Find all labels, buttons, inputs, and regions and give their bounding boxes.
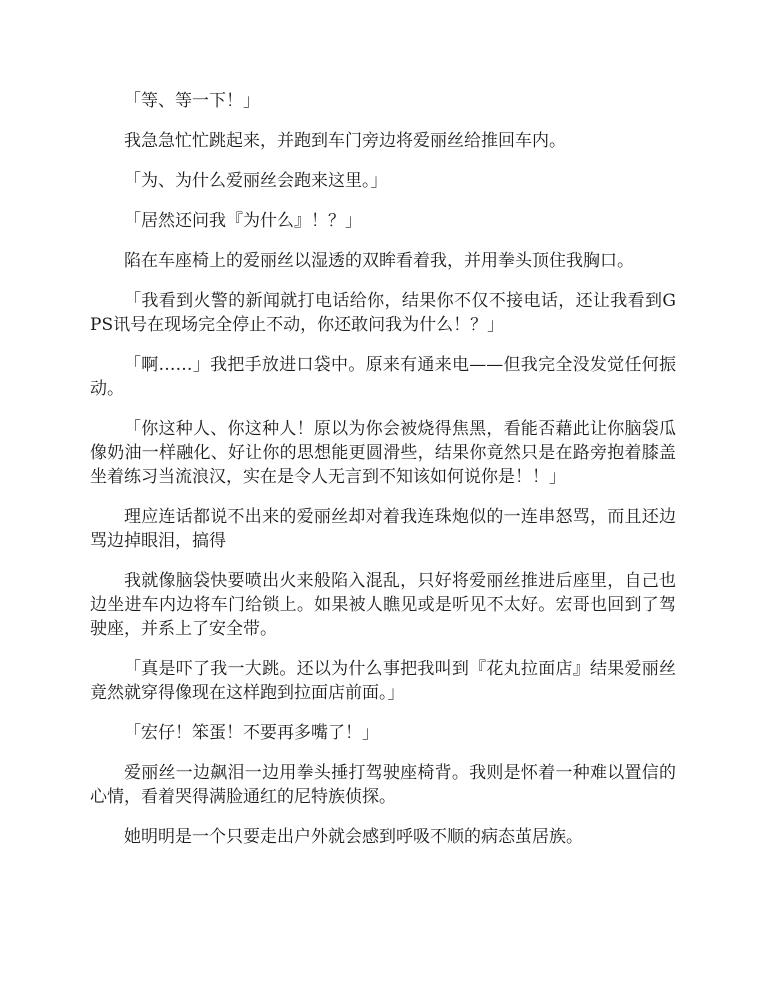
paragraph: 我就像脑袋快要喷出火来般陷入混乱，只好将爱丽丝推进后座里，自己也边坐进车内边将车门给锁上。如果被人瞧见或是听见不太好。宏哥也回到了驾驶座，并系上了安全带。 [90, 571, 676, 639]
document-page [90, 89, 676, 865]
paragraph: 「真是吓了我一大跳。还以为什么事把我叫到『花丸拉面店』结果爱丽丝竟然就穿得像现在这样跑到拉面店前面。」 [90, 659, 676, 703]
paragraph: 理应连话都说不出来的爱丽丝却对着我连珠炮似的一连串怒骂，而且还边骂边掉眼泪，搞得 [90, 507, 676, 551]
paragraph: 「宏仔！笨蛋！不要再多嘴了！」 [124, 723, 379, 743]
paragraph: 我急急忙忙跳起来，并跑到车门旁边将爱丽丝给推回车内。 [124, 131, 566, 151]
paragraph: 「居然还问我『为什么』！？」 [124, 211, 362, 231]
paragraph: 「为、为什么爱丽丝会跑来这里。」 [124, 171, 388, 191]
paragraph: 陷在车座椅上的爱丽丝以湿透的双眸看着我，并用拳头顶住我胸口。 [124, 251, 634, 271]
paragraph: 「啊……」我把手放进口袋中。原来有通来电——但我完全没发觉任何振动。 [90, 355, 676, 399]
paragraph: 「你这种人、你这种人！原以为你会被烧得焦黑，看能否藉此让你脑袋瓜像奶油一样融化、好让你的思想能更圆滑些，结果你竟然只是在路旁抱着膝盖坐着练习当流浪汉，实在是令人无言到不知该如何说你是！！」 [90, 419, 676, 487]
paragraph: 她明明是一个只要走出户外就会感到呼吸不顺的病态茧居族。 [124, 827, 583, 847]
paragraph: 爱丽丝一边飙泪一边用拳头捶打驾驶座椅背。我则是怀着一种难以置信的心情，看着哭得满脸通红的尼特族侦探。 [90, 763, 676, 807]
paragraph: 「我看到火警的新闻就打电话给你，结果你不仅不接电话，还让我看到GPS讯号在现场完全停止不动，你还敢问我为什么！？」 [90, 291, 676, 335]
paragraph: 「等、等一下！」 [124, 91, 260, 111]
